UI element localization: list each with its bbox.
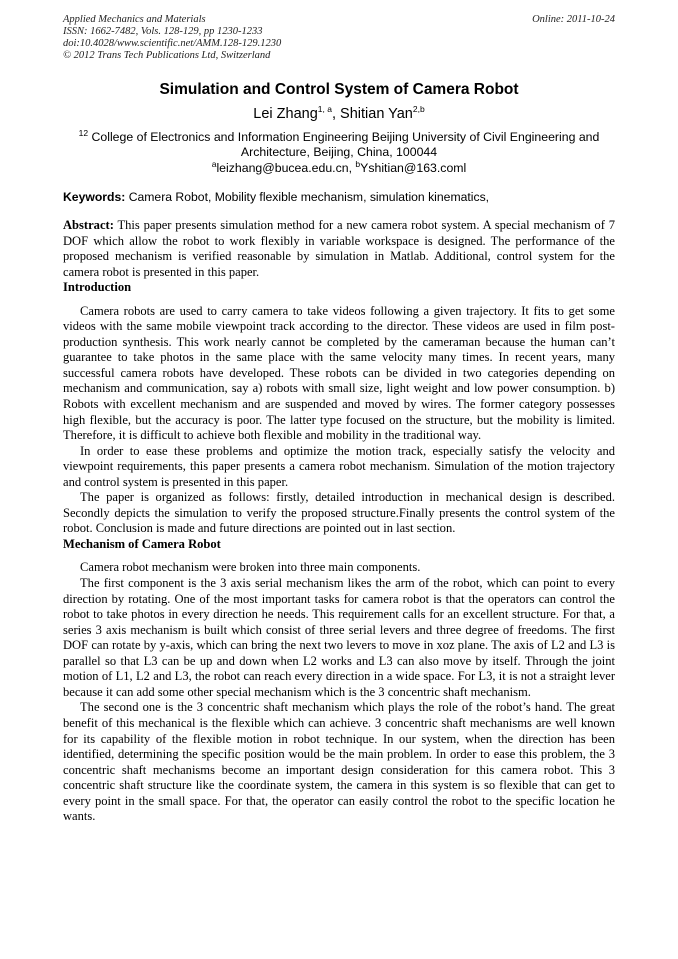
keywords-text: Camera Robot, Mobility flexible mechanism, simulation kinematics, bbox=[128, 190, 490, 204]
section-heading-mechanism: Mechanism of Camera Robot bbox=[63, 536, 221, 551]
online-date: Online: 2011-10-24 bbox=[532, 14, 615, 25]
affiliation-text: College of Electronics and Information Engineering Beijing University of Civil Engineering and Architecture, Beijing, China, 100044 bbox=[91, 130, 600, 159]
paper-body bbox=[63, 218, 615, 825]
abstract-text: This paper presents simulation method for a new camera robot system. A special mechanism of 7 DOF which allow the robot to work flexibly in variable workspace is designed. The performance of the proposed mechanism is verified reasonable by simulation in Matlab. Additional, control system for the camera robot is presented in this paper. bbox=[63, 218, 615, 279]
paragraph: In order to ease these problems and optimize the motion track, especially satisfy the velocity and viewpoint requirements, this paper presents a camera robot mechanism. Simulation of the motion trajectory and control system is presented in this paper. bbox=[63, 443, 615, 489]
author-separator: , bbox=[331, 106, 341, 122]
section-heading-introduction: Introduction bbox=[63, 280, 132, 295]
abstract-label: Abstract: bbox=[63, 218, 114, 232]
author-line bbox=[63, 105, 615, 123]
author-emails bbox=[63, 158, 615, 176]
paragraph: Camera robot mechanism were broken into three main components. bbox=[80, 560, 421, 575]
abstract bbox=[63, 218, 615, 280]
paragraph: Camera robots are used to carry camera to take videos following a given trajectory. It fits to get some videos with the same mobile viewpoint track according to the director. These videos are used in film post-production synthesis. This work nearly cannot be completed by the cameraman because the human can’t guarantee to take photos in the same place with the same velocity many times. In recent years, many successful camera robots have developed. These robots can be divided in two categories depending on mechanism and communication, say a) robots with small size, light weight and low power consumption. b) Robots with excellent mechanism and are suspended and moved by wires. The former category possesses high flexible, but the accuracy is poor. The latter type focused on the structure, but the mobility is limited. Therefore, it is difficult to achieve both flexible and mobility in the traditional way. bbox=[63, 303, 615, 443]
paragraph: The second one is the 3 concentric shaft mechanism which plays the role of the robot’s hand. The great benefit of this mechanical is the flexible which can achieve. 3 concentric shaft mechanisms are well known for its capability of the flexible motion in robot technique. In our system, when the direction has been identified, determining the specific position would be the main problem. In order to ease this problem, the 3 concentric shaft mechanisms become an important design consideration for this camera robot. This 3 concentric shaft structure like the coordinate system, the camera in this system is so flexible that can get to every point in the small space. For that, the operator can easily control the robot to the specific location he wants. bbox=[63, 700, 615, 824]
paper-title: Simulation and Control System of Camera Robot bbox=[159, 81, 519, 98]
email-b: Yshitian@163.coml bbox=[360, 161, 467, 175]
keywords bbox=[63, 190, 615, 205]
author-name: Shitian Yan bbox=[340, 106, 413, 122]
journal-header bbox=[63, 14, 615, 62]
journal-copyright: © 2012 Trans Tech Publications Ltd, Switzerland bbox=[63, 50, 271, 61]
keywords-label: Keywords: bbox=[63, 190, 126, 204]
author-affiliation-mark: 1, a bbox=[317, 104, 332, 115]
affiliation-mark: 12 bbox=[78, 127, 89, 138]
journal-doi: doi:10.4028/www.scientific.net/AMM.128-129.1230 bbox=[63, 38, 282, 49]
journal-name: Applied Mechanics and Materials bbox=[63, 14, 206, 25]
email-a: leizhang@bucea.edu.cn, bbox=[216, 161, 356, 175]
journal-issn: ISSN: 1662-7482, Vols. 128-129, pp 1230-1233 bbox=[63, 26, 263, 37]
paragraph: The paper is organized as follows: firstly, detailed introduction in mechanical design is described. Secondly depicts the simulation to verify the proposed structure.Finally presents the control system of the robot. Conclusion is made and future directions are pointed out in last section. bbox=[63, 490, 615, 536]
paragraph: The first component is the 3 axis serial mechanism likes the arm of the robot, which can point to every direction by rotating. One of the most important tasks for camera robot is that the operators can control the robot to take photos in every direction he needs. This requirement calls for an excellent structure. For that, a series 3 axis mechanism is built which consist of three serial levers and three degree of freedoms. The first DOF can rotate by y-axis, which can bring the next two levers to move in xoz plane. The axis of L2 and L3 is parallel so that L3 can be up and down when L2 works and L3 can also move by itself. Through the joint motion of L1, L2 and L3, the robot can reach every direction in a wide space. For L3, it is not a straight lever because it can add some other special mechanism which is the 3 concentric shaft mechanism. bbox=[63, 576, 615, 699]
email-mark: a bbox=[211, 158, 217, 169]
author-name: Lei Zhang bbox=[253, 106, 318, 122]
affiliation bbox=[63, 127, 615, 160]
author-affiliation-mark: 2,b bbox=[412, 104, 425, 115]
email-mark: b bbox=[355, 158, 361, 169]
